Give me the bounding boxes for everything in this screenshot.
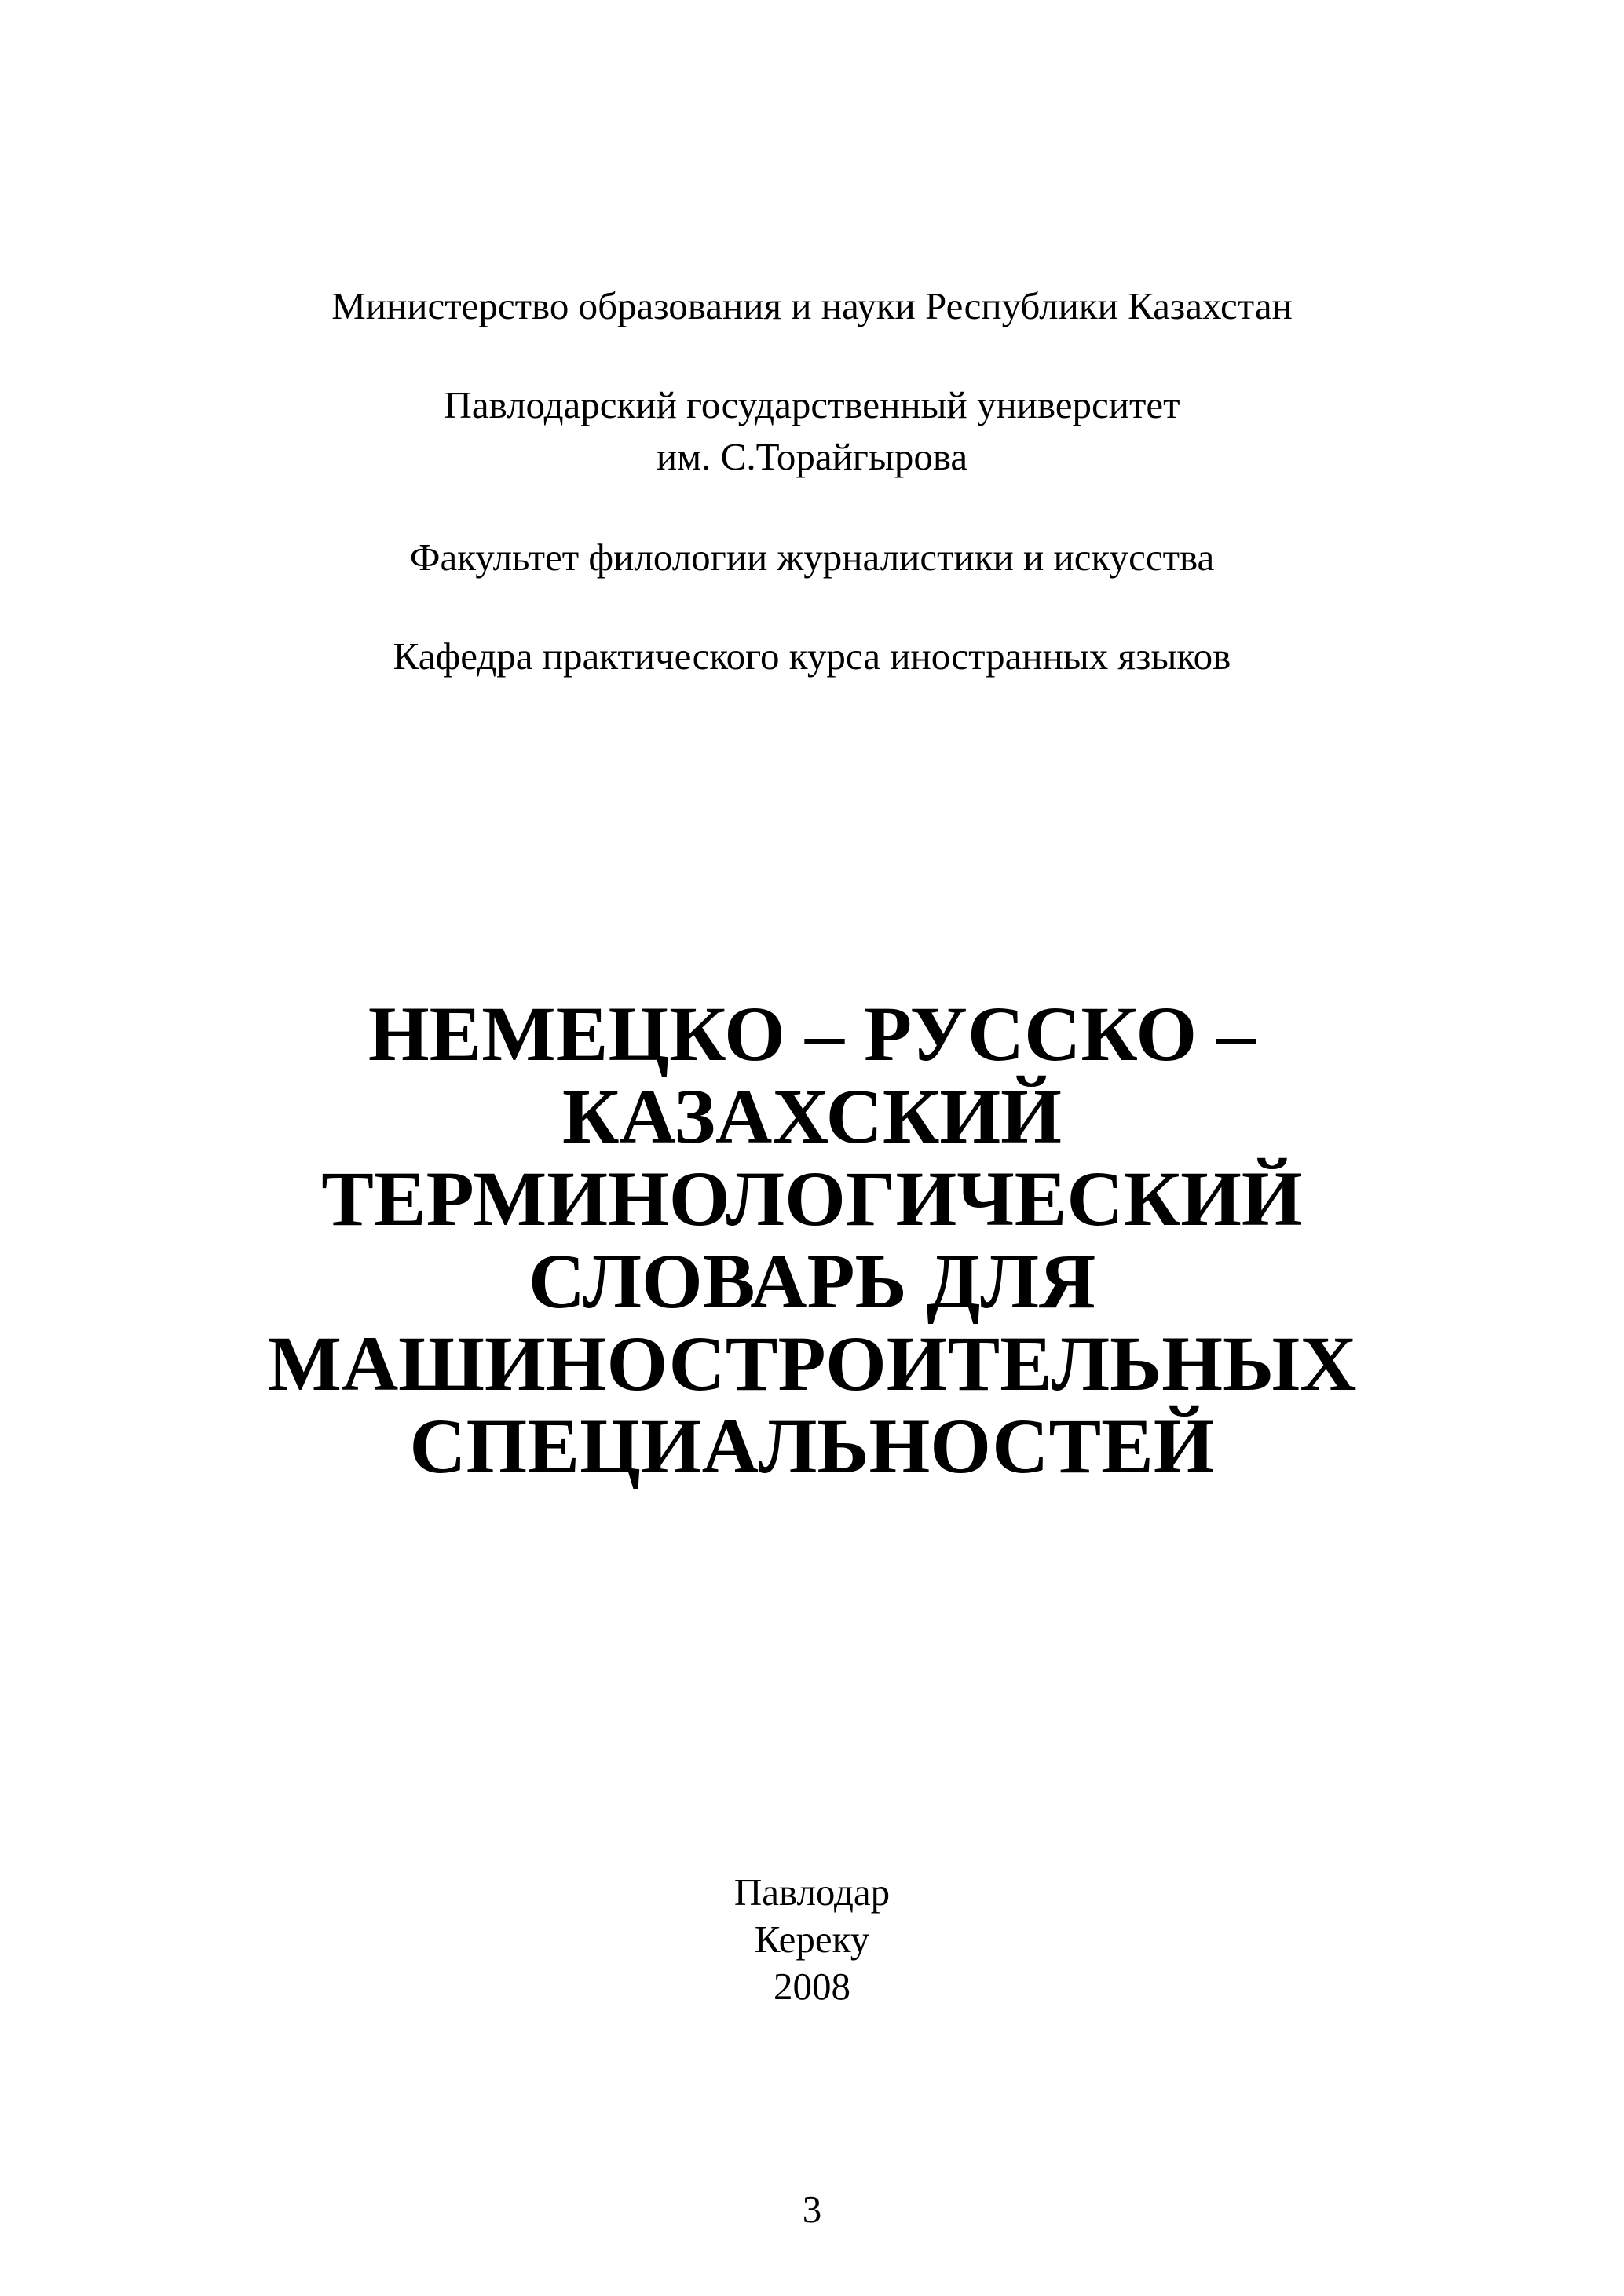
title-line: КАЗАХСКИЙ	[562, 1073, 1062, 1160]
ministry-name: Министерство образования и науки Республики Казахстан	[331, 284, 1293, 327]
imprint-year: 2008	[774, 1965, 850, 2008]
title-line: СЛОВАРЬ ДЛЯ	[528, 1238, 1096, 1325]
title-line: ТЕРМИНОЛОГИЧЕСКИЙ	[321, 1155, 1303, 1242]
title-line: НЕМЕЦКО – РУССКО –	[368, 990, 1256, 1077]
imprint-publisher: Кереку	[754, 1918, 870, 1961]
department-name: Кафедра практического курса иностранных языков	[393, 634, 1231, 678]
faculty-name: Факультет филологии журналистики и искусства	[409, 536, 1215, 579]
title-line: МАШИНОСТРОИТЕЛЬНЫХ	[267, 1320, 1357, 1407]
university-name-suffix: им. С.Торайгырова	[656, 435, 968, 478]
imprint-city: Павлодар	[733, 1870, 891, 1914]
university-name: Павлодарский государственный университет	[444, 383, 1180, 426]
page-number: 3	[802, 2188, 822, 2231]
title-line: СПЕЦИАЛЬНОСТЕЙ	[409, 1402, 1215, 1490]
